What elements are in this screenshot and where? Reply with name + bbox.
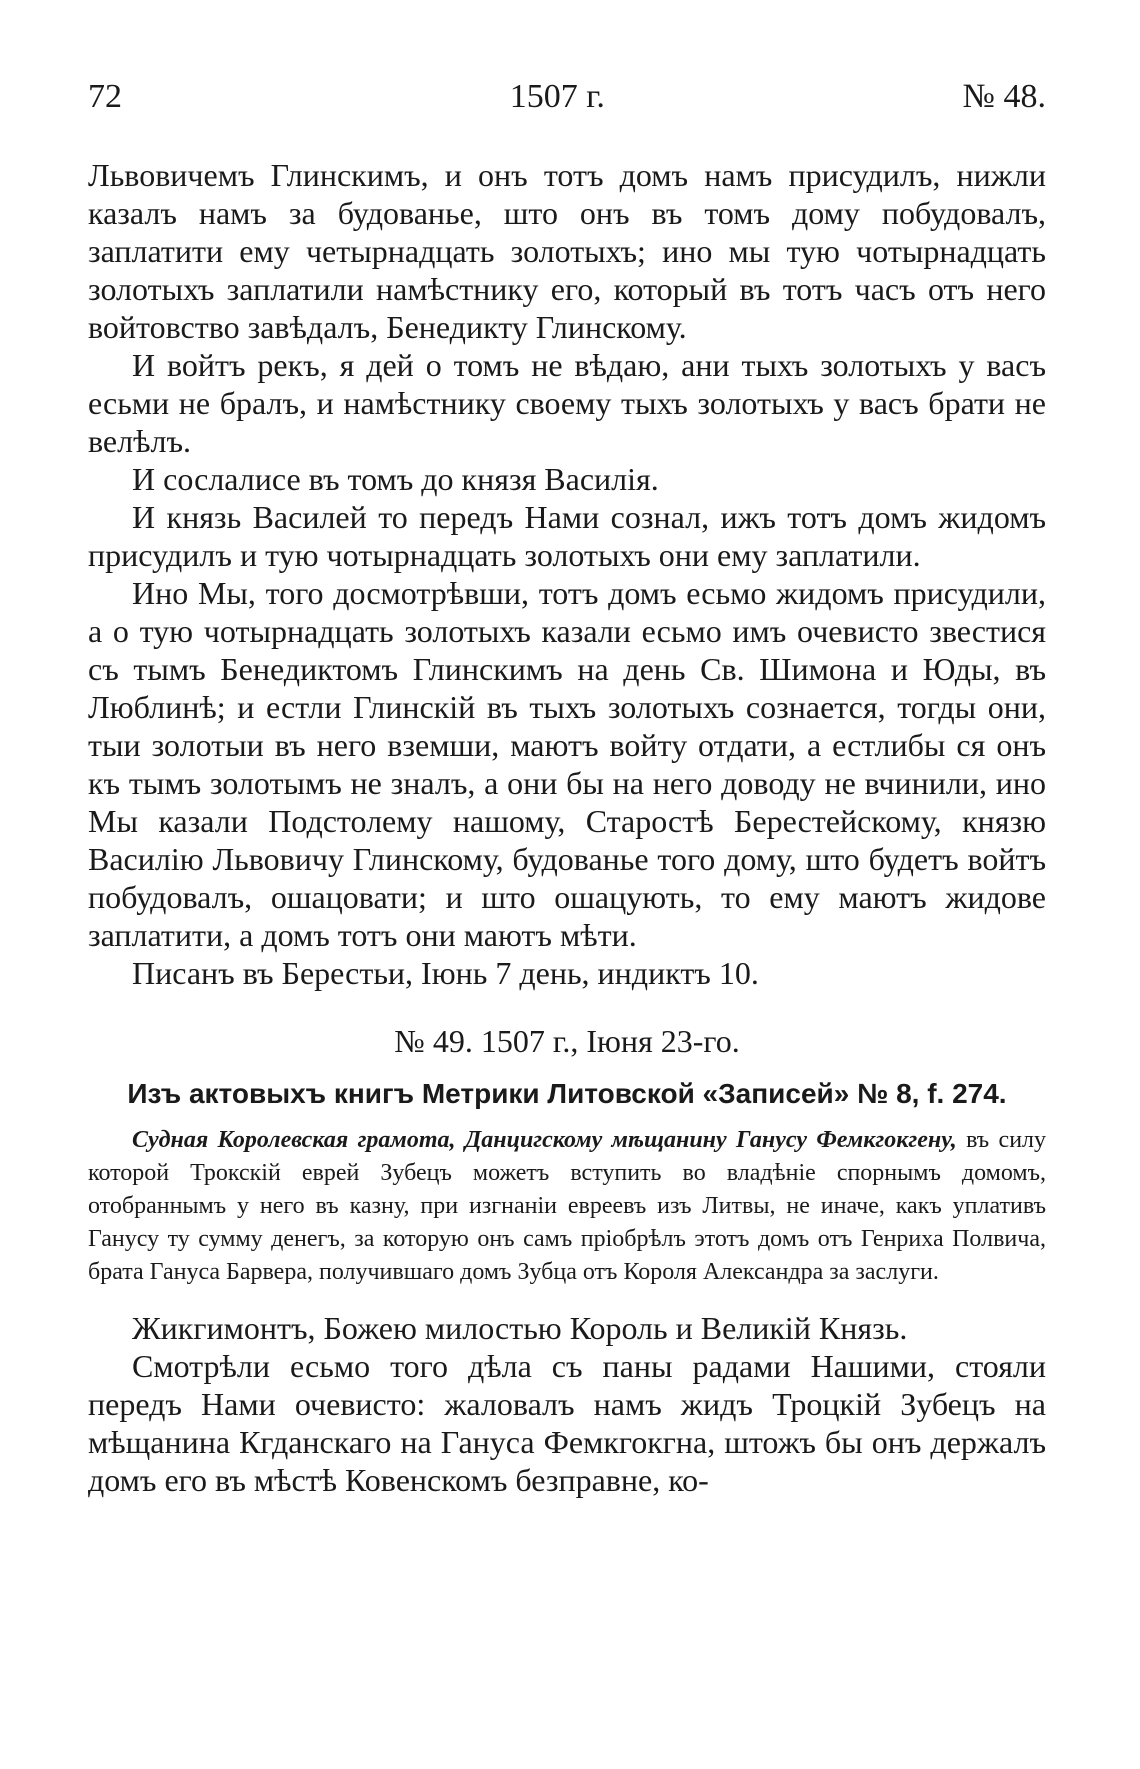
doc48-paragraph: И войтъ рекъ, я дей о томъ не вѣдаю, ани тыхъ золотыхъ у васъ есьми не бралъ, и намѣстнику своему тыхъ золотыхъ у васъ брати не велѣлъ. bbox=[88, 347, 1046, 459]
doc49-summary-text: въ силу которой Трокскій еврей Зубецъ можетъ вступить во владѣніе спорнымъ домомъ, отобраннымъ у него въ казну, при изгнаніи евреевъ изъ Литвы, не иначе, какъ уплативъ Ганусу ту сумму денегъ, за которую онъ самъ пріобрѣлъ этотъ домъ отъ Генриха Полвича, брата Гануса Барвера, получившаго домъ Зубца отъ Короля Александра за заслуги. bbox=[88, 1127, 1047, 1285]
doc48-body bbox=[88, 156, 1046, 992]
doc48-paragraph: И князь Василей то передъ Нами сознал, ижъ тотъ домъ жидомъ присудилъ и тую чотырнадцать золотыхъ они ему заплатили. bbox=[88, 499, 1046, 573]
page-header bbox=[88, 78, 1046, 124]
doc48-paragraph: Львовичемъ Глинскимъ, и онъ тотъ домъ намъ присудилъ, нижли казалъ намъ за будованье, што онъ въ томъ дому побудовалъ, заплатити ему четырнадцать золотыхъ; ино мы тую чотырнадцать золотыхъ заплатили намѣстнику его, который въ тотъ часъ отъ него войтовство завѣдалъ, Бенедикту Глинскому. bbox=[88, 157, 1046, 345]
header-doc-number: № 48. bbox=[962, 78, 1046, 115]
header-year: 1507 г. bbox=[509, 78, 605, 115]
doc48-paragraph: И сослалисе въ томъ до князя Василія. bbox=[132, 461, 659, 497]
doc49-paragraph: Жикгимонтъ, Божею милостью Король и Великій Князь. bbox=[132, 1310, 908, 1346]
doc49-summary-heading: Судная Королевская грамота, Данцигскому мѣщанину Ганусу Фемкгокгену, bbox=[132, 1127, 957, 1153]
doc48-paragraph: Ино Мы, того досмотрѣвши, тотъ домъ есьмо жидомъ присудили, а о тую чотырнадцать золотыхъ казали есьмо имъ очевисто звестися съ тымъ Бенедиктомъ Глинскимъ на день Св. Шимона и Юды, въ Люблинѣ; и естли Глинскій въ тыхъ золотыхъ сознается, тогды они, тыи золотыи въ него вземши, маютъ войту отдати, а естлибы ся онъ къ тымъ золотымъ не зналъ, а они бы на него доводу не вчинили, ино Мы казали Подстолему нашому, Старостѣ Берестейскому, князю Василію Львовичу Глинскому, будованье того дому, што будетъ войтъ побудовалъ, ошацовати; и што ошацують, то ему маютъ жидове заплатити, а домъ тотъ они маютъ мѣти. bbox=[88, 575, 1046, 953]
doc49-summary bbox=[88, 1124, 1046, 1289]
doc48-paragraph: Писанъ въ Берестьи, Іюнь 7 день, индиктъ 10. bbox=[132, 955, 759, 991]
page-number: 72 bbox=[88, 78, 122, 115]
doc49-title: № 49. 1507 г., Іюня 23-го. bbox=[394, 1023, 740, 1059]
document-page bbox=[88, 78, 1046, 1499]
doc49-body bbox=[88, 1309, 1046, 1499]
doc49-source: Изъ актовыхъ книгъ Метрики Литовской «Записей» № 8, f. 274. bbox=[127, 1078, 1007, 1109]
doc49-paragraph: Смотрѣли есьмо того дѣла съ паны радами Нашими, стояли передъ Нами очевисто: жаловалъ намъ жидъ Троцкій Зубецъ на мѣщанина Кгданскаго на Гануса Фемкгокгна, штожъ бы онъ держалъ домъ его въ мѣстѣ Ковенскомъ безправне, ко- bbox=[88, 1348, 1046, 1498]
